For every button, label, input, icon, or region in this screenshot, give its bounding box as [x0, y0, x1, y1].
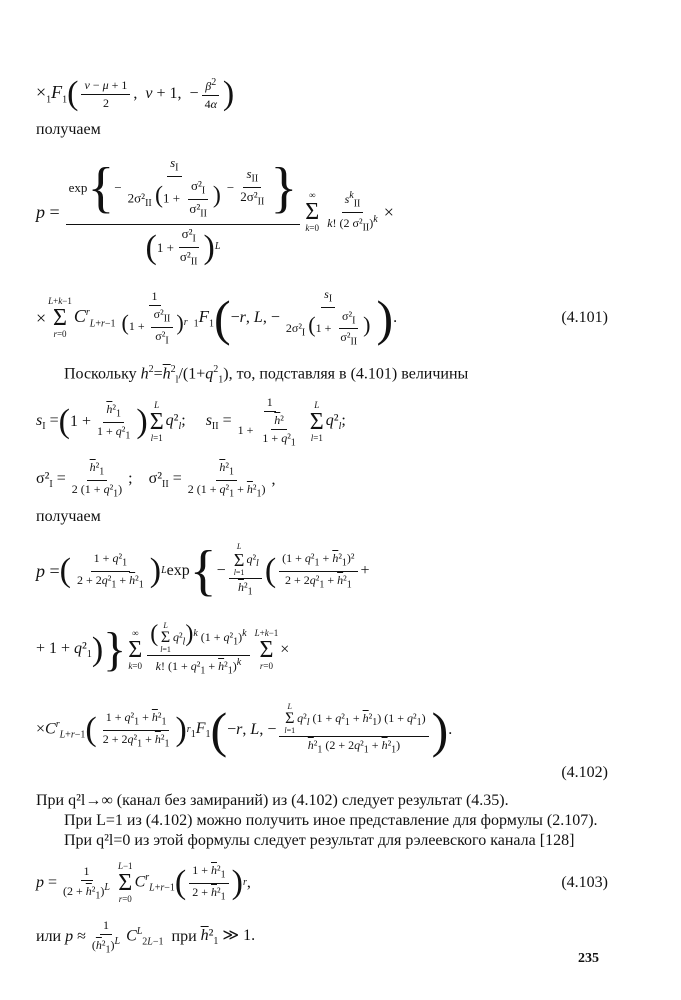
paragraph-pri-q-inf: При q²l→∞ (канал без замираний) из (4.102) следует результат (4.35).: [36, 792, 509, 810]
formula-4-102-line-3: $\times C^r_{L+r-1}$ ( $\frac{1 + q^2_1 + \overline{h}^2_1}{2 + 2q^2_1 + \overline{h}^2_1}$ ) r $_1F_1$ ( −r, L, − L Σ l=1 $q^2_l$ $(1 + q^2_1 + \overline{h}^2_1)$ $(1 + q^2_1)$ $\overline{h}^2_1$ $(2 + 2q^2_1 + \overline{h}^2_1)$ ) .: [36, 702, 453, 759]
formula-p-line-1: p = exp { − $s_I$ $2\sigma^2_{II}$ (1 + $\frac{\sigma^2_I}{\sigma^2_{II}}$ ) − $\frac{s_{II}}{2\sigma^2_{II}}$ } ( 1 + $\frac{\sigma^2_I}{\sigma^2_{II}}$ ) L ∞ Σ k=0 $\frac{s^k_{II}}{k! (2 \sigma^2_{II})^k}$ ×: [36, 154, 394, 268]
formula-4-102-line-2: + $1 + q^2_1$ ) } ∞ Σ k=0 ( L Σ l=1 $q^2_l)^k$ $(1 + q^2_1)^k$ k! $(1 + q^2_1 + \overline{h}^2_1)^k$ L+k−1 Σ r=0 ×: [36, 620, 290, 677]
equation-number-4-101: (4.101): [561, 309, 608, 326]
formula-s-line: $s_I$ = ( 1 + $\frac{\overline{h}^2_1}{1 + q^2_1}$ ) L Σ l=1 $q^2_l$; $s_{II}$ = 1 1 + $\frac{\overline{h}^2}{1 + q^2_1}$ L Σ l=1 $q^2_l$;: [36, 394, 346, 448]
paragraph-poskolku: Поскольку $h^2=\overline{h}^2_l/(1+q^2_1)$, то, подставляя в (4.101) величины: [64, 364, 469, 386]
equation-number-4-103: (4.103): [561, 874, 608, 892]
text-poluchaem-2: получаем: [36, 508, 101, 526]
formula-4-103: p = $\frac{1}{(2 + \overline{h}^2_1)^L}$ L−1 Σ r=0 $C^r_{L+r-1}$ ( $\frac{1 + \overline{h}^2_1}{2 + \overline{h}^2_1}$ ) r , (4.103): [36, 861, 608, 905]
page-number: 235: [578, 951, 599, 966]
formula-p-line-2: × L+k−1 Σ r=0 $C^r_{L+r-1}$ 1 (1 + $\frac{\sigma^2_{II}}{\sigma^2_I}$ )$^r$ $_1F_1$ ( −r, L, − $s_I$ $2\sigma^2_I$ (1 + $\frac{\sigma^2_I}{\sigma^2_{II}}$ ) ) . (4.101): [36, 286, 608, 348]
formula-4-102-line-1: p = ( $\frac{1 + q^2_1}{2 + 2q^2_1 + \overline{h}^2_1}$ ) L exp { − L Σ l=1 $q^2_l$ $\overline{h}^2_1$ ( $\frac{(1 + q^2_1 + \overline{h}^2_1)^2}{2 + 2q^2_1 + \overline{h}^2_1}$ +: [36, 540, 370, 603]
paragraph-pri-q0: При q²l=0 из этой формулы следует результат для рэлеевского канала [128]: [64, 832, 575, 850]
formula-sigma-line: $\sigma^2_I$ = $\frac{\overline{h}^2_1}{2 (1 + q^2_1)}$ ; $\sigma^2_{II}$ = $\frac{\overline{h}^2_1}{2 (1 + q^2_1 + \overline{h}^2_1)}$ ,: [36, 459, 276, 499]
text-poluchaem-1: получаем: [36, 121, 101, 138]
equation-number-4-102: (4.102): [561, 764, 608, 782]
paragraph-pri-L1: При L=1 из (4.102) можно получить иное представление для формулы (2.107).: [64, 812, 598, 830]
formula-line-1: $\times_1F_1$ ( $\frac{\nu - \mu + 1}{2}$ , ν + 1, − $\frac{\beta^2}{4\alpha}$ ): [36, 75, 235, 112]
formula-approx: или p ≈ $\frac{1}{(\overline{h}^2_1)^L}$ $C^L_{2L-1}$ при $\overline{h}^2_1$ ≫ 1.: [36, 917, 256, 955]
page-body: [36, 70, 608, 959]
